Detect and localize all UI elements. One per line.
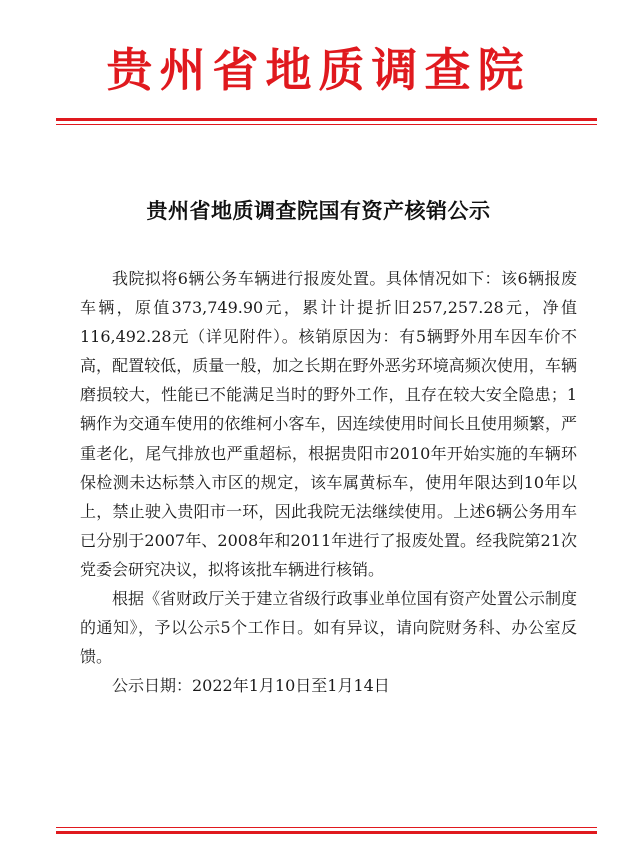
document-body: [80, 264, 577, 700]
letterhead-rule-thick: [56, 118, 597, 121]
document-title: 贵州省地质调查院国有资产核销公示: [146, 198, 491, 223]
body-paragraph-details: 我院拟将6辆公务车辆进行报废处置。具体情况如下：该6辆报废车辆，原值373,749.90元，累计计提折旧257,257.28元，净值116,492.28元（详见附件）。核销原因为：有5辆野外用车因车价不高，配置较低，质量一般，加之长期在野外恶劣环境高频次使用，车辆磨损较大，性能已不能满足当时的野外工作，且存在较大安全隐患；1辆作为交通车使用的依维柯小客车，因连续使用时间长且使用频繁，严重老化，尾气排放也严重超标，根据贵阳市2010年开始实施的车辆环保检测未达标禁入市区的规定，该车属黄标车，使用年限达到10年以上，禁止驶入贵阳市一环，因此我院无法继续使用。上述6辆公务用车已分别于2007年、2008年和2011年进行了报废处置。经我院第21次党委会研究决议，拟将该批车辆进行核销。: [80, 269, 577, 579]
body-paragraph-notice: 根据《省财政厅关于建立省级行政事业单位国有资产处置公示制度的通知》，予以公示5个工作日。如有异议，请向院财务科、办公室反馈。: [80, 589, 577, 667]
footer-rule-thin: [56, 827, 597, 828]
body-paragraph-date: 公示日期：2022年1月10日至1月14日: [112, 676, 390, 696]
letterhead-org-name: 贵州省地质调查院: [106, 43, 531, 97]
letterhead-rule-thin: [56, 124, 597, 125]
footer-rule-thick: [56, 831, 597, 834]
